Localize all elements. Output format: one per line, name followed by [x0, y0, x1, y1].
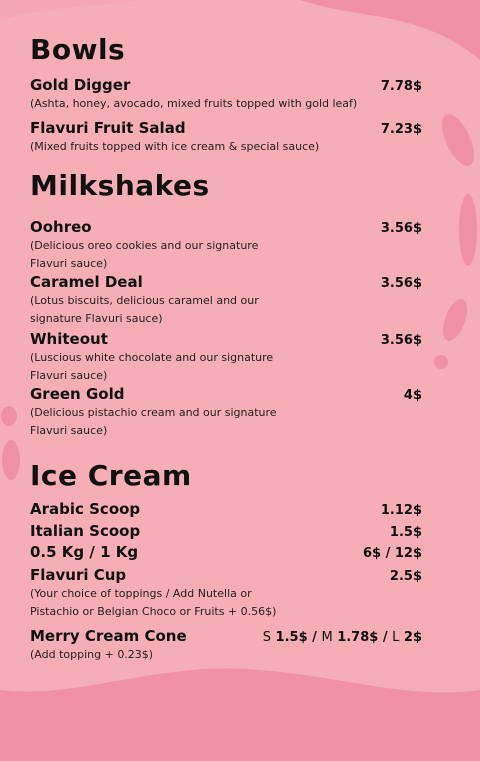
menu-item-arabic-scoop [30, 500, 430, 519]
item-name: 0.5 Kg / 1 Kg [30, 543, 139, 562]
item-price: 7.23$ [380, 121, 422, 137]
item-name: Italian Scoop [30, 521, 141, 540]
item-name: Merry Cream Cone [30, 627, 187, 646]
top-left-blob [0, 0, 140, 20]
menu [30, 30, 430, 664]
item-name: Oohreo [30, 217, 92, 236]
item-name: Flavuri Fruit Salad [30, 118, 186, 137]
item-price: 1.5$ [389, 524, 422, 540]
item-price: 7.78$ [380, 79, 422, 94]
item-price: 3.56$ [380, 332, 422, 348]
menu-item-kg [30, 543, 430, 562]
item-name: Flavuri Cup [30, 566, 127, 585]
left-drop-1 [1, 406, 17, 426]
item-name: Green Gold [30, 384, 125, 403]
right-drop-3 [438, 296, 472, 344]
item-name: Whiteout [30, 329, 108, 348]
right-drop-1 [435, 110, 480, 171]
right-dot [434, 355, 448, 369]
size-price-large: 2$ [403, 630, 422, 646]
menu-item-italian-scoop [30, 522, 430, 541]
item-price: 3.56$ [380, 275, 422, 291]
menu-item-caramel-deal [30, 273, 430, 328]
size-label-small: S [262, 630, 272, 646]
item-price: 3.56$ [380, 220, 422, 236]
item-price: 6$ / 12$ [362, 546, 422, 562]
menu-item-oohreo [30, 218, 430, 273]
menu-item-flavuri-fruit-salad [30, 119, 430, 156]
menu-item-green-gold [30, 385, 430, 440]
right-drop-2 [459, 194, 477, 266]
size-price-medium: 1.78$ [337, 630, 379, 646]
item-description: (Your choice of toppings / Add Nutella or Pistachio or Belgian Choco or Fruits + 0.56$) [30, 586, 277, 619]
item-price: 4$ [403, 387, 422, 403]
item-description: (Ashta, honey, avocado, mixed fruits topped with gold leaf) [30, 96, 358, 110]
item-description: (Luscious white chocolate and our signature Flavuri sauce) [30, 350, 274, 382]
item-size-prices: S 1.5$ / M 1.78$ / L 2$ [262, 630, 422, 646]
menu-item-merry-cream-cone [30, 627, 430, 664]
item-price: 2.5$ [389, 569, 422, 585]
item-description: (Add topping + 0.23$) [30, 647, 154, 661]
item-price: 1.12$ [380, 502, 422, 518]
item-description: (Mixed fruits topped with ice cream & special sauce) [30, 139, 320, 153]
item-description: (Delicious oreo cookies and our signature Flavuri sauce) [30, 238, 259, 270]
section-title-bowls: Bowls [30, 33, 126, 66]
menu-item-whiteout [30, 330, 430, 385]
item-name: Caramel Deal [30, 272, 143, 291]
item-description: (Delicious pistachio cream and our signature Flavuri sauce) [30, 405, 277, 437]
size-price-small: 1.5$ [275, 630, 308, 646]
menu-item-flavuri-cup [30, 566, 430, 621]
left-drop-2 [2, 440, 20, 480]
size-label-large: L [392, 630, 400, 646]
bottom-wave-blob [0, 668, 480, 761]
size-label-medium: M [321, 630, 333, 646]
section-title-ice-cream: Ice Cream [30, 458, 192, 492]
item-description: (Lotus biscuits, delicious caramel and our signature Flavuri sauce) [30, 293, 259, 325]
menu-item-gold-digger [30, 76, 430, 113]
section-title-milkshakes: Milkshakes [30, 168, 210, 202]
item-name: Gold Digger [30, 76, 131, 94]
item-name: Arabic Scoop [30, 499, 141, 518]
